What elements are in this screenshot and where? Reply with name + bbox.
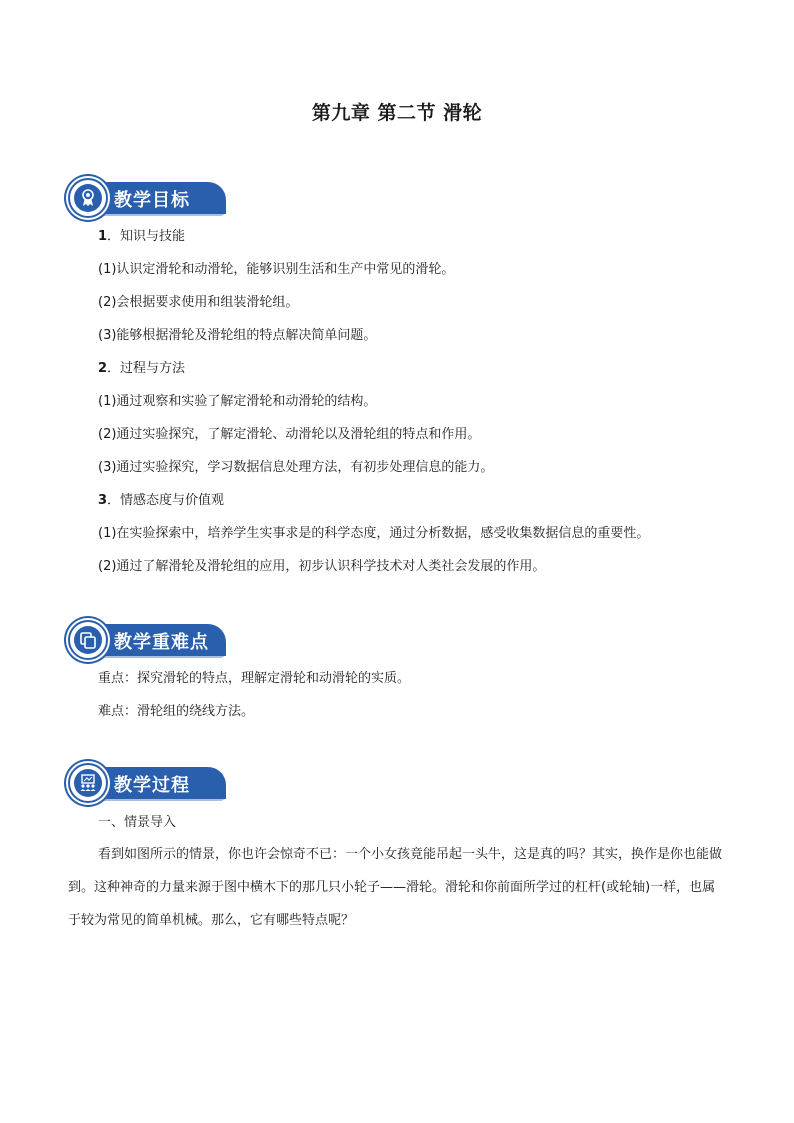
section-header-objectives — [68, 178, 228, 218]
icon-circle — [68, 763, 108, 803]
objective-item: (3)能够根据滑轮及滑轮组的特点解决简单问题。 — [98, 328, 377, 343]
objective-group-heading: 2．过程与方法 — [98, 361, 186, 376]
objective-group-heading: 1．知识与技能 — [98, 229, 186, 244]
icon-circle — [68, 178, 108, 218]
page-title: 第九章 第二节 滑轮 — [311, 102, 483, 124]
award-ribbon-icon — [74, 184, 102, 212]
process-paragraph-text: 看到如图所示的情景，你也许会惊奇不已：一个小女孩竟能吊起一头牛，这是真的吗？其实，换作是你也能做到。这种神奇的力量来源于图中横木下的那几只小轮子——滑轮。滑轮和你前面所学过的杠杆(或轮轴)一样，也属于较为常见的简单机械。那么，它有哪些特点呢？ — [68, 847, 723, 928]
objective-item: (2)通过实验探究，了解定滑轮、动滑轮以及滑轮组的特点和作用。 — [98, 427, 481, 442]
icon-circle — [68, 620, 108, 660]
objective-item: (1)认识定滑轮和动滑轮，能够识别生活和生产中常见的滑轮。 — [98, 262, 455, 277]
section-label: 教学重难点 — [114, 632, 209, 653]
process-subheading: 一、情景导入 — [98, 815, 177, 830]
objective-item: (3)通过实验探究，学习数据信息处理方法，有初步处理信息的能力。 — [98, 460, 494, 475]
key-point-item: 难点：滑轮组的绕线方法。 — [98, 704, 255, 719]
section-label: 教学过程 — [114, 775, 190, 796]
objective-item: (2)通过了解滑轮及滑轮组的应用，初步认识科学技术对人类社会发展的作用。 — [98, 559, 546, 574]
documents-stack-icon — [74, 626, 102, 654]
section-label: 教学目标 — [114, 190, 190, 211]
key-point-item: 重点：探究滑轮的特点，理解定滑轮和动滑轮的实质。 — [98, 671, 411, 686]
objective-group-heading: 3．情感态度与价值观 — [98, 493, 225, 508]
section-header-key-points — [68, 620, 228, 660]
objective-item: (1)在实验探索中，培养学生实事求是的科学态度，通过分析数据，感受收集数据信息的重要性。 — [98, 526, 650, 541]
process-paragraph — [68, 838, 723, 937]
objective-item: (1)通过观察和实验了解定滑轮和动滑轮的结构。 — [98, 394, 377, 409]
section-header-process — [68, 763, 228, 803]
objective-item: (2)会根据要求使用和组装滑轮组。 — [98, 295, 299, 310]
presentation-audience-icon — [74, 769, 102, 797]
